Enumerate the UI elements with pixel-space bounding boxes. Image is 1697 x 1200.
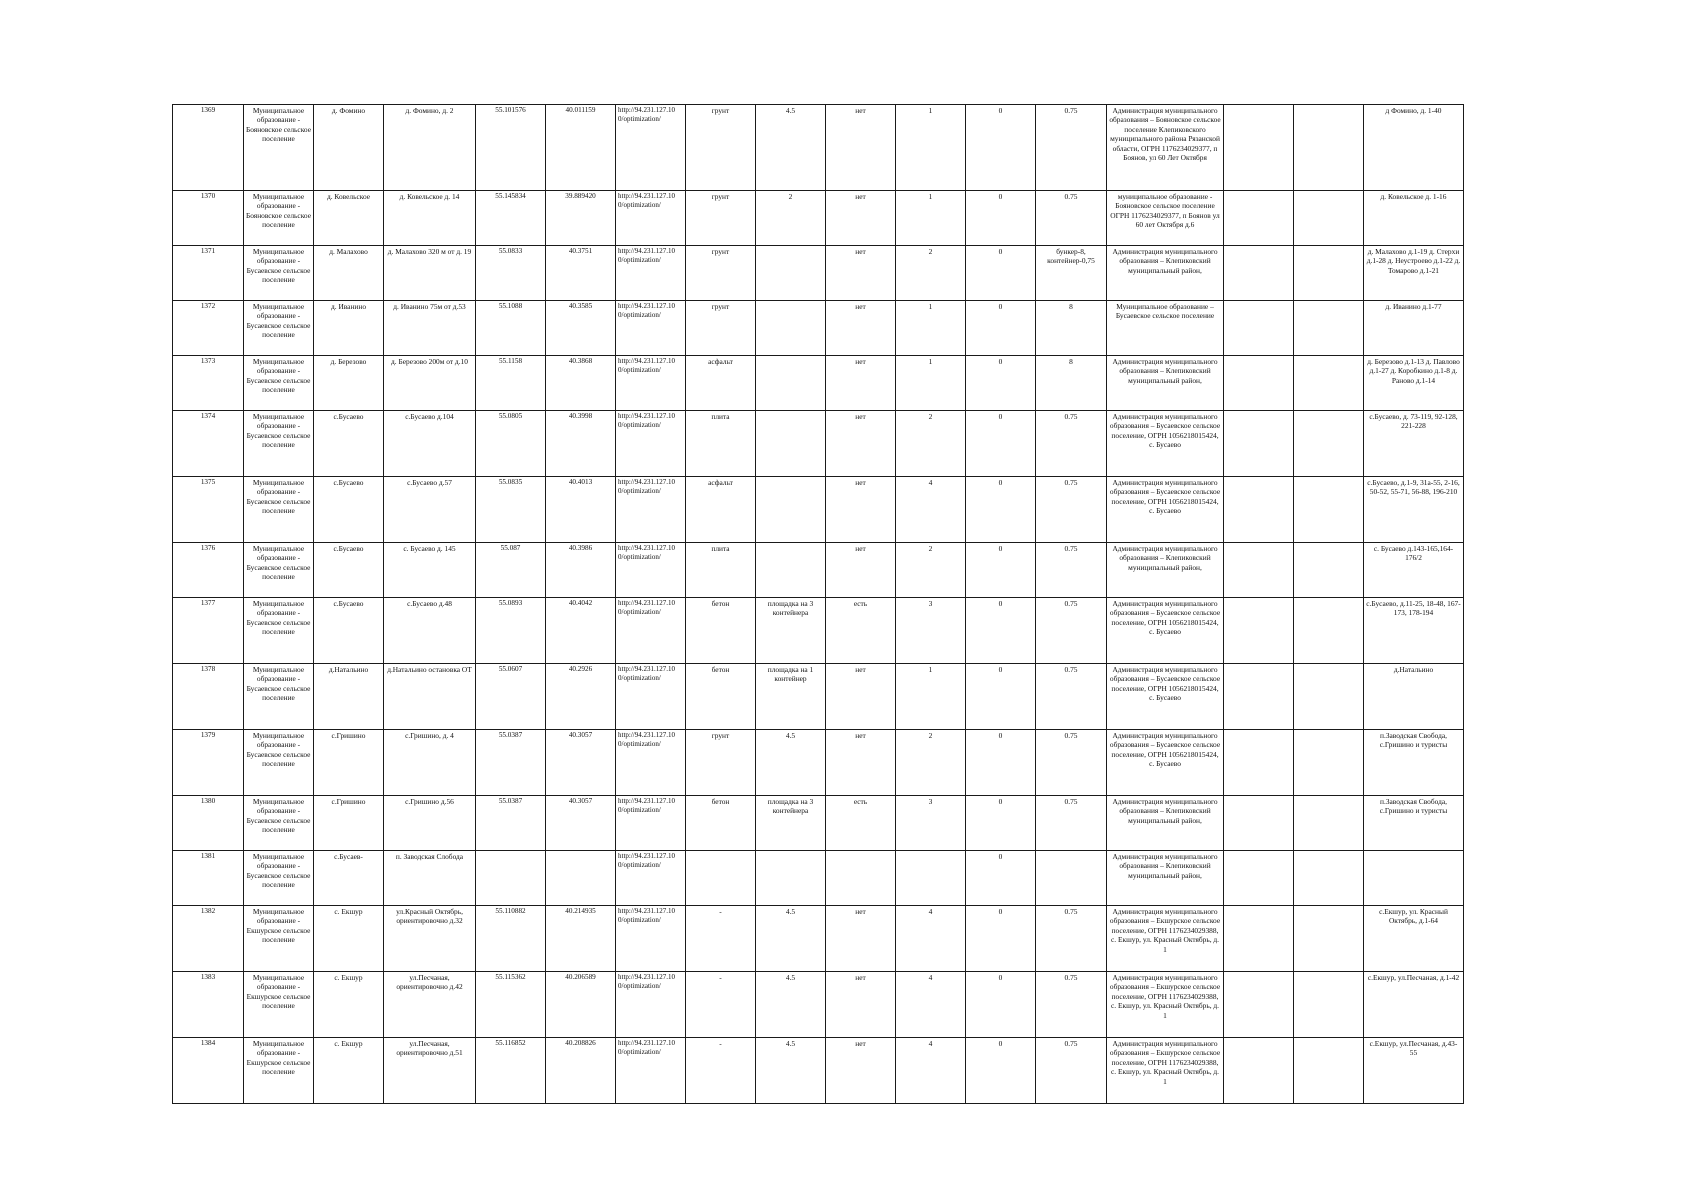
cell-blank-2: [1294, 730, 1364, 796]
cell-surface: -: [686, 972, 756, 1038]
cell-bunkers: 0: [966, 301, 1036, 356]
cell-bunkers: 0: [966, 105, 1036, 191]
cell-containers: 1: [896, 191, 966, 246]
cell-address: с.Бусаево д.57: [384, 477, 476, 543]
cell-fence: нет: [826, 356, 896, 411]
cell-area: площадка на 3 контейнера: [756, 796, 826, 851]
cell-volume: 0.75: [1036, 906, 1107, 972]
cell-map-url: http://94.231.127.10 0/optimization/: [616, 477, 686, 543]
cell-address: с. Бусаево д. 145: [384, 543, 476, 598]
cell-address: д. Иванино 75м от д.53: [384, 301, 476, 356]
cell-bunkers: 0: [966, 477, 1036, 543]
cell-surface: грунт: [686, 730, 756, 796]
cell-surface: грунт: [686, 301, 756, 356]
cell-latitude: 55.145834: [476, 191, 546, 246]
cell-area: 4.5: [756, 1038, 826, 1104]
cell-bunkers: 0: [966, 664, 1036, 730]
cell-blank-1: [1224, 972, 1294, 1038]
cell-blank-1: [1224, 356, 1294, 411]
cell-bunkers: 0: [966, 356, 1036, 411]
cell-area: 4.5: [756, 105, 826, 191]
table-row: [173, 1038, 1464, 1104]
cell-number: 1371: [173, 246, 244, 301]
cell-bunkers: 0: [966, 796, 1036, 851]
cell-fence: нет: [826, 906, 896, 972]
cell-volume: 0.75: [1036, 191, 1107, 246]
cell-owner: муниципальное образование - Бояновское сельское поселение ОГРН 1176234029377, п Боянов ул 60 лет Октября д.6: [1107, 191, 1224, 246]
cell-map-url: http://94.231.127.10 0/optimization/: [616, 191, 686, 246]
cell-containers: 4: [896, 906, 966, 972]
cell-volume: 0.75: [1036, 796, 1107, 851]
cell-fence: нет: [826, 972, 896, 1038]
cell-volume: 0.75: [1036, 543, 1107, 598]
cell-containers: 4: [896, 972, 966, 1038]
cell-address: д.Натальино остановка ОТ: [384, 664, 476, 730]
cell-blank-2: [1294, 543, 1364, 598]
cell-map-url: http://94.231.127.10 0/optimization/: [616, 411, 686, 477]
cell-locality: д. Малахово: [314, 246, 384, 301]
cell-map-url: http://94.231.127.10 0/optimization/: [616, 906, 686, 972]
cell-locality: д. Фомино: [314, 105, 384, 191]
cell-municipality: Муниципальное образование - Бусаевское сельское поселение: [244, 796, 314, 851]
cell-latitude: 55.0833: [476, 246, 546, 301]
cell-locality: с.Бусаево: [314, 411, 384, 477]
cell-map-url: http://94.231.127.10 0/optimization/: [616, 543, 686, 598]
cell-surface: грунт: [686, 246, 756, 301]
table-row: [173, 301, 1464, 356]
cell-volume: 0.75: [1036, 411, 1107, 477]
table-row: [173, 477, 1464, 543]
cell-locality: д. Березово: [314, 356, 384, 411]
cell-latitude: 55.087: [476, 543, 546, 598]
cell-volume: 0.75: [1036, 730, 1107, 796]
cell-owner: Муниципальное образование – Бусаевское сельское поселение: [1107, 301, 1224, 356]
table-row: [173, 411, 1464, 477]
cell-blank-1: [1224, 664, 1294, 730]
cell-number: 1372: [173, 301, 244, 356]
registry-body: [173, 105, 1464, 1104]
cell-blank-2: [1294, 411, 1364, 477]
cell-volume: 8: [1036, 301, 1107, 356]
cell-map-url: http://94.231.127.10 0/optimization/: [616, 796, 686, 851]
cell-fence: [826, 851, 896, 906]
cell-served-addresses: п.Заводская Свобода, с.Гришино и туристы: [1364, 796, 1464, 851]
cell-surface: бетон: [686, 664, 756, 730]
cell-owner: Администрация муниципального образования – Бусаевское сельское поселение, ОГРН 1056218015424, с. Бусаево: [1107, 664, 1224, 730]
cell-blank-1: [1224, 246, 1294, 301]
cell-fence: нет: [826, 246, 896, 301]
waste-sites-registry-table: [172, 104, 1464, 1104]
cell-containers: 1: [896, 301, 966, 356]
cell-surface: плита: [686, 411, 756, 477]
cell-locality: с.Бусаево: [314, 543, 384, 598]
table-row: [173, 246, 1464, 301]
cell-blank-1: [1224, 543, 1294, 598]
cell-area: 4.5: [756, 972, 826, 1038]
cell-containers: 4: [896, 1038, 966, 1104]
cell-blank-2: [1294, 191, 1364, 246]
cell-number: 1376: [173, 543, 244, 598]
cell-containers: 1: [896, 356, 966, 411]
cell-surface: плита: [686, 543, 756, 598]
cell-area: 4.5: [756, 730, 826, 796]
cell-fence: нет: [826, 543, 896, 598]
cell-owner: Администрация муниципального образования – Бусаевское сельское поселение, ОГРН 1056218015424, с. Бусаево: [1107, 477, 1224, 543]
cell-fence: есть: [826, 598, 896, 664]
cell-volume: 0.75: [1036, 972, 1107, 1038]
cell-longitude: 40.206589: [546, 972, 616, 1038]
cell-containers: 3: [896, 598, 966, 664]
cell-area: площадка на 3 контейнера: [756, 598, 826, 664]
cell-latitude: 55.110882: [476, 906, 546, 972]
cell-blank-2: [1294, 356, 1364, 411]
cell-blank-1: [1224, 796, 1294, 851]
cell-surface: грунт: [686, 105, 756, 191]
cell-owner: Администрация муниципального образования – Клепиковский муниципальный район,: [1107, 796, 1224, 851]
cell-longitude: 40.3986: [546, 543, 616, 598]
cell-blank-2: [1294, 598, 1364, 664]
cell-municipality: Муниципальное образование - Бусаевское сельское поселение: [244, 664, 314, 730]
cell-locality: с.Гришино: [314, 730, 384, 796]
cell-blank-2: [1294, 246, 1364, 301]
cell-latitude: 55.0387: [476, 796, 546, 851]
cell-blank-1: [1224, 1038, 1294, 1104]
cell-containers: 1: [896, 664, 966, 730]
cell-fence: нет: [826, 105, 896, 191]
cell-latitude: 55.115362: [476, 972, 546, 1038]
cell-number: 1378: [173, 664, 244, 730]
cell-surface: -: [686, 1038, 756, 1104]
cell-fence: нет: [826, 301, 896, 356]
cell-latitude: 55.0835: [476, 477, 546, 543]
table-row: [173, 664, 1464, 730]
cell-area: [756, 543, 826, 598]
cell-longitude: [546, 851, 616, 906]
cell-area: площадка на 1 контейнер: [756, 664, 826, 730]
cell-containers: 1: [896, 105, 966, 191]
cell-blank-1: [1224, 906, 1294, 972]
cell-served-addresses: с.Екшур, ул.Песчаная, д.1-42: [1364, 972, 1464, 1038]
cell-blank-2: [1294, 105, 1364, 191]
cell-blank-1: [1224, 598, 1294, 664]
cell-address: с.Гришино, д. 4: [384, 730, 476, 796]
cell-owner: Администрация муниципального образования – Клепиковский муниципальный район,: [1107, 246, 1224, 301]
cell-municipality: Муниципальное образование - Бусаевское сельское поселение: [244, 301, 314, 356]
cell-bunkers: 0: [966, 246, 1036, 301]
cell-blank-2: [1294, 301, 1364, 356]
cell-blank-1: [1224, 105, 1294, 191]
cell-served-addresses: д. Ковельское д. 1-16: [1364, 191, 1464, 246]
cell-surface: асфальт: [686, 356, 756, 411]
cell-locality: с.Гришино: [314, 796, 384, 851]
cell-surface: бетон: [686, 598, 756, 664]
cell-number: 1375: [173, 477, 244, 543]
cell-address: с.Гришино д.56: [384, 796, 476, 851]
cell-served-addresses: д. Березово д.1-13 д. Павлово д.1-27 д. Коробкино д.1-8 д. Раново д.1-14: [1364, 356, 1464, 411]
cell-volume: бункер-8, контейнер-0,75: [1036, 246, 1107, 301]
table-row: [173, 191, 1464, 246]
cell-bunkers: 0: [966, 411, 1036, 477]
cell-number: 1369: [173, 105, 244, 191]
cell-volume: 0.75: [1036, 105, 1107, 191]
cell-number: 1382: [173, 906, 244, 972]
cell-owner: Администрация муниципального образования – Екшурское сельское поселение, ОГРН 1176234029388, с. Екшур, ул. Красный Октябрь, д. 1: [1107, 972, 1224, 1038]
cell-number: 1383: [173, 972, 244, 1038]
table-row: [173, 851, 1464, 906]
cell-address: с.Бусаево д.104: [384, 411, 476, 477]
cell-surface: [686, 851, 756, 906]
cell-municipality: Муниципальное образование - Бусаевское сельское поселение: [244, 543, 314, 598]
cell-municipality: Муниципальное образование - Бусаевское сельское поселение: [244, 730, 314, 796]
cell-map-url: http://94.231.127.10 0/optimization/: [616, 851, 686, 906]
cell-longitude: 40.011159: [546, 105, 616, 191]
cell-owner: Администрация муниципального образования – Клепиковский муниципальный район,: [1107, 356, 1224, 411]
cell-map-url: http://94.231.127.10 0/optimization/: [616, 301, 686, 356]
cell-owner: Администрация муниципального образования – Бусаевское сельское поселение, ОГРН 1056218015424, с. Бусаево: [1107, 598, 1224, 664]
cell-latitude: 55.1158: [476, 356, 546, 411]
cell-served-addresses: д Фомино, д. 1-40: [1364, 105, 1464, 191]
cell-address: д. Фомино, д. 2: [384, 105, 476, 191]
table-row: [173, 906, 1464, 972]
cell-fence: нет: [826, 411, 896, 477]
cell-address: с.Бусаево д.48: [384, 598, 476, 664]
cell-address: п. Заводская Слобода: [384, 851, 476, 906]
cell-surface: грунт: [686, 191, 756, 246]
cell-containers: 2: [896, 411, 966, 477]
cell-served-addresses: с.Бусаево, д.1-9, 31а-55, 2-16, 50-52, 55-71, 56-88, 196-210: [1364, 477, 1464, 543]
cell-area: [756, 411, 826, 477]
cell-area: 2: [756, 191, 826, 246]
cell-address: ул.Песчаная, ориентировочно д.51: [384, 1038, 476, 1104]
cell-bunkers: 0: [966, 906, 1036, 972]
cell-served-addresses: [1364, 851, 1464, 906]
cell-address: д. Березово 200м от д.10: [384, 356, 476, 411]
cell-number: 1377: [173, 598, 244, 664]
cell-blank-1: [1224, 730, 1294, 796]
cell-blank-2: [1294, 664, 1364, 730]
cell-municipality: Муниципальное образование - Бусаевское сельское поселение: [244, 356, 314, 411]
cell-locality: с.Бусаево: [314, 477, 384, 543]
table-row: [173, 972, 1464, 1038]
cell-latitude: 55.0387: [476, 730, 546, 796]
cell-volume: 0.75: [1036, 477, 1107, 543]
cell-number: 1370: [173, 191, 244, 246]
cell-fence: нет: [826, 730, 896, 796]
cell-area: [756, 356, 826, 411]
cell-longitude: 40.3751: [546, 246, 616, 301]
cell-map-url: http://94.231.127.10 0/optimization/: [616, 105, 686, 191]
cell-owner: Администрация муниципального образования – Клепиковский муниципальный район,: [1107, 543, 1224, 598]
cell-map-url: http://94.231.127.10 0/optimization/: [616, 598, 686, 664]
cell-map-url: http://94.231.127.10 0/optimization/: [616, 664, 686, 730]
cell-longitude: 40.3585: [546, 301, 616, 356]
cell-locality: с.Бусаево: [314, 598, 384, 664]
cell-containers: [896, 851, 966, 906]
cell-number: 1379: [173, 730, 244, 796]
cell-municipality: Муниципальное образование - Бояновское сельское поселение: [244, 105, 314, 191]
cell-number: 1380: [173, 796, 244, 851]
cell-owner: Администрация муниципального образования – Бусаевское сельское поселение, ОГРН 1056218015424, с. Бусаево: [1107, 730, 1224, 796]
cell-locality: с. Екшур: [314, 972, 384, 1038]
cell-bunkers: 0: [966, 191, 1036, 246]
cell-address: ул.Красный Октябрь, ориентировочно д.32: [384, 906, 476, 972]
cell-fence: есть: [826, 796, 896, 851]
cell-containers: 3: [896, 796, 966, 851]
cell-served-addresses: с.Бусаево, д.11-25, 18-48, 167-173, 178-194: [1364, 598, 1464, 664]
cell-containers: 4: [896, 477, 966, 543]
cell-latitude: 55.1088: [476, 301, 546, 356]
cell-containers: 2: [896, 543, 966, 598]
cell-volume: 0.75: [1036, 1038, 1107, 1104]
cell-containers: 2: [896, 730, 966, 796]
cell-surface: -: [686, 906, 756, 972]
table-row: [173, 598, 1464, 664]
cell-longitude: 40.3868: [546, 356, 616, 411]
cell-latitude: 55.0805: [476, 411, 546, 477]
cell-longitude: 40.3057: [546, 730, 616, 796]
cell-longitude: 40.3998: [546, 411, 616, 477]
cell-latitude: 55.101576: [476, 105, 546, 191]
cell-volume: 8: [1036, 356, 1107, 411]
cell-municipality: Муниципальное образование - Екшурское сельское поселение: [244, 906, 314, 972]
cell-served-addresses: с.Бусаево, д. 73-119, 92-128, 221-228: [1364, 411, 1464, 477]
cell-volume: 0.75: [1036, 664, 1107, 730]
cell-latitude: 55.0607: [476, 664, 546, 730]
cell-bunkers: 0: [966, 598, 1036, 664]
cell-address: д. Малахово 320 м от д. 19: [384, 246, 476, 301]
cell-blank-2: [1294, 1038, 1364, 1104]
cell-municipality: Муниципальное образование - Бусаевское сельское поселение: [244, 477, 314, 543]
cell-owner: Администрация муниципального образования – Клепиковский муниципальный район,: [1107, 851, 1224, 906]
cell-area: [756, 246, 826, 301]
cell-blank-1: [1224, 851, 1294, 906]
cell-volume: [1036, 851, 1107, 906]
cell-served-addresses: д.Натальино: [1364, 664, 1464, 730]
cell-area: [756, 301, 826, 356]
cell-owner: Администрация муниципального образования – Екшурское сельское поселение, ОГРН 1176234029388, с. Екшур, ул. Красный Октябрь, д. 1: [1107, 906, 1224, 972]
cell-map-url: http://94.231.127.10 0/optimization/: [616, 730, 686, 796]
cell-locality: с.Бусаев-: [314, 851, 384, 906]
cell-map-url: http://94.231.127.10 0/optimization/: [616, 246, 686, 301]
table-row: [173, 356, 1464, 411]
cell-longitude: 40.214935: [546, 906, 616, 972]
cell-blank-2: [1294, 972, 1364, 1038]
cell-municipality: Муниципальное образование - Бусаевское сельское поселение: [244, 851, 314, 906]
cell-bunkers: 0: [966, 730, 1036, 796]
cell-latitude: 55.116852: [476, 1038, 546, 1104]
cell-area: [756, 851, 826, 906]
cell-locality: д. Иванино: [314, 301, 384, 356]
cell-fence: нет: [826, 1038, 896, 1104]
cell-fence: нет: [826, 191, 896, 246]
cell-served-addresses: д. Иванино д.1-77: [1364, 301, 1464, 356]
cell-address: ул.Песчаная, ориентировочно д.42: [384, 972, 476, 1038]
cell-map-url: http://94.231.127.10 0/optimization/: [616, 356, 686, 411]
cell-latitude: [476, 851, 546, 906]
cell-latitude: 55.0893: [476, 598, 546, 664]
cell-longitude: 40.4013: [546, 477, 616, 543]
cell-municipality: Муниципальное образование - Екшурское сельское поселение: [244, 1038, 314, 1104]
cell-longitude: 40.2926: [546, 664, 616, 730]
cell-municipality: Муниципальное образование - Бусаевское сельское поселение: [244, 598, 314, 664]
cell-bunkers: 0: [966, 1038, 1036, 1104]
cell-blank-2: [1294, 851, 1364, 906]
cell-blank-2: [1294, 796, 1364, 851]
cell-surface: асфальт: [686, 477, 756, 543]
cell-served-addresses: д. Малахово д.1-19 д. Стерхи д.1-28 д. Неустроево д.1-22 д. Томарово д.1-21: [1364, 246, 1464, 301]
cell-area: [756, 477, 826, 543]
cell-number: 1384: [173, 1038, 244, 1104]
cell-longitude: 39.889420: [546, 191, 616, 246]
cell-blank-1: [1224, 191, 1294, 246]
cell-containers: 2: [896, 246, 966, 301]
cell-blank-1: [1224, 477, 1294, 543]
cell-locality: с. Екшур: [314, 906, 384, 972]
cell-served-addresses: с.Екшур, ул. Красный Октябрь, д.1-64: [1364, 906, 1464, 972]
table-row: [173, 543, 1464, 598]
cell-address: д. Ковельское д. 14: [384, 191, 476, 246]
cell-map-url: http://94.231.127.10 0/optimization/: [616, 972, 686, 1038]
cell-number: 1381: [173, 851, 244, 906]
cell-number: 1373: [173, 356, 244, 411]
cell-bunkers: 0: [966, 972, 1036, 1038]
cell-blank-2: [1294, 906, 1364, 972]
cell-served-addresses: с. Бусаево д.143-165,164-176/2: [1364, 543, 1464, 598]
cell-bunkers: 0: [966, 543, 1036, 598]
cell-municipality: Муниципальное образование - Бусаевское сельское поселение: [244, 246, 314, 301]
cell-owner: Администрация муниципального образования – Бояновское сельское поселение Клепиковского муниципального района Рязанской области, ОГРН 1176234029377, п Боянов, ул 60 Лет Октября: [1107, 105, 1224, 191]
cell-served-addresses: п.Заводская Свобода, с.Гришино и туристы: [1364, 730, 1464, 796]
cell-longitude: 40.4042: [546, 598, 616, 664]
cell-locality: с. Екшур: [314, 1038, 384, 1104]
cell-longitude: 40.3057: [546, 796, 616, 851]
cell-longitude: 40.208826: [546, 1038, 616, 1104]
cell-volume: 0.75: [1036, 598, 1107, 664]
cell-served-addresses: с.Екшур, ул.Песчаная, д.43-55: [1364, 1038, 1464, 1104]
cell-locality: д.Натальино: [314, 664, 384, 730]
cell-map-url: http://94.231.127.10 0/optimization/: [616, 1038, 686, 1104]
cell-locality: д. Ковельское: [314, 191, 384, 246]
cell-area: 4.5: [756, 906, 826, 972]
cell-blank-1: [1224, 411, 1294, 477]
cell-owner: Администрация муниципального образования – Екшурское сельское поселение, ОГРН 1176234029388, с. Екшур, ул. Красный Октябрь, д. 1: [1107, 1038, 1224, 1104]
table-row: [173, 105, 1464, 191]
cell-blank-2: [1294, 477, 1364, 543]
cell-number: 1374: [173, 411, 244, 477]
cell-municipality: Муниципальное образование - Екшурское сельское поселение: [244, 972, 314, 1038]
cell-municipality: Муниципальное образование - Бояновское сельское поселение: [244, 191, 314, 246]
cell-blank-1: [1224, 301, 1294, 356]
cell-fence: нет: [826, 664, 896, 730]
cell-bunkers: 0: [966, 851, 1036, 906]
table-row: [173, 730, 1464, 796]
cell-surface: бетон: [686, 796, 756, 851]
cell-municipality: Муниципальное образование - Бусаевское сельское поселение: [244, 411, 314, 477]
cell-owner: Администрация муниципального образования – Бусаевское сельское поселение, ОГРН 1056218015424, с. Бусаево: [1107, 411, 1224, 477]
table-row: [173, 796, 1464, 851]
cell-fence: нет: [826, 477, 896, 543]
